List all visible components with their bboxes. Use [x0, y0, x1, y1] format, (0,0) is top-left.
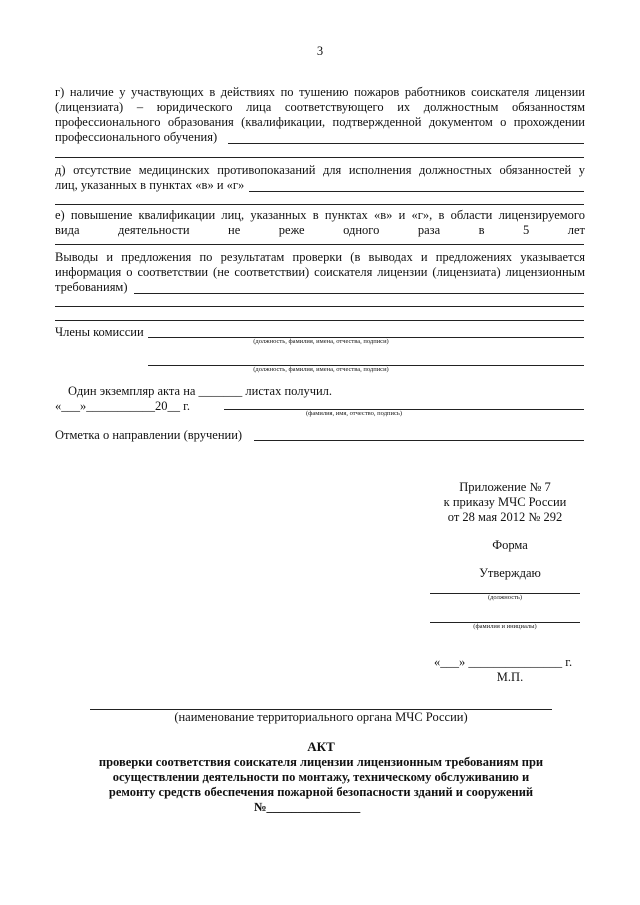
act-line-2: осуществлении деятельности по монтажу, техническому обслуживанию и — [112, 770, 530, 784]
commission-caption-1: (должность, фамилия, имена, отчества, подписи) — [253, 338, 389, 345]
conclusions-line-1: Выводы и предложения по результатам проверки (в выводах и предложениях указывается — [55, 250, 585, 264]
delivery-mark-label: Отметка о направлении (вручении) — [55, 428, 243, 442]
item-e-line-2: вида деятельности не реже одного раза в 5 лет — [55, 223, 585, 237]
act-number: №_______________ — [254, 800, 361, 814]
approve-name-caption: (фамилия и инициалы) — [473, 623, 537, 630]
conclusions-line-3: требованиям) — [55, 280, 128, 294]
item-d-fill-line — [249, 191, 584, 192]
appendix-line-2: к приказу МЧС России — [443, 495, 567, 509]
copy-received-text: Один экземпляр акта на _______ листах получил. — [68, 384, 333, 398]
authority-caption: (наименование территориального органа МЧС России) — [174, 710, 468, 724]
item-e-fill-line — [55, 244, 584, 245]
item-g-line-2: (лицензиата) – юридического лица соответствующего их должностным обязанностям — [55, 100, 585, 114]
act-line-1: проверки соответствия соискателя лицензии лицензионным требованиям при — [98, 755, 544, 769]
item-d-fill-line-2 — [55, 204, 584, 205]
commission-label: Члены комиссии — [55, 325, 144, 339]
item-g-line-1: г) наличие у участвующих в действиях по тушению пожаров работников соискателя лицензии — [55, 85, 585, 99]
act-line-3: ремонту средств обеспечения пожарной безопасности зданий и сооружений — [108, 785, 534, 799]
item-d-line-1: д) отсутствие медицинских противопоказаний для исполнения должностных обязанностей у — [55, 163, 585, 177]
approve-stamp: М.П. — [496, 670, 524, 684]
item-g-fill-line-2 — [55, 157, 584, 158]
approve-label: Утверждаю — [479, 566, 541, 580]
copy-received-caption: (фамилия, имя, отчество, подпись) — [305, 410, 403, 417]
conclusions-fill-line-3 — [55, 320, 584, 321]
copy-received-date: «___»___________20__ г. — [55, 399, 190, 413]
approve-date: «___» _______________ г. — [434, 655, 573, 669]
item-d-line-2: лиц, указанных в пунктах «в» и «г» — [55, 178, 245, 192]
appendix-line-3: от 28 мая 2012 № 292 — [447, 510, 563, 524]
commission-caption-2: (должность, фамилия, имена, отчества, подписи) — [253, 366, 389, 373]
act-title: АКТ — [307, 739, 335, 754]
delivery-mark-fill-line — [254, 440, 584, 441]
item-g-line-3: профессионального образования (квалификации, подтвержденной документом о прохождении — [55, 115, 585, 129]
item-g-line-4: профессионального обучения) — [55, 130, 218, 144]
page-number: 3 — [316, 44, 324, 58]
item-e-line-1: е) повышение квалификации лиц, указанных в пунктах «в» и «г», в области лицензируемого — [55, 208, 585, 222]
appendix-line-1: Приложение № 7 — [459, 480, 551, 494]
form-label: Форма — [492, 538, 528, 552]
conclusions-line-2: информация о соответствии (не соответствии) соискателя лицензии (лицензиата) лицензионным — [55, 265, 585, 279]
conclusions-fill-line-2 — [55, 306, 584, 307]
approve-position-caption: (должность) — [487, 594, 523, 601]
item-g-fill-line — [228, 143, 584, 144]
conclusions-fill-line — [134, 293, 584, 294]
